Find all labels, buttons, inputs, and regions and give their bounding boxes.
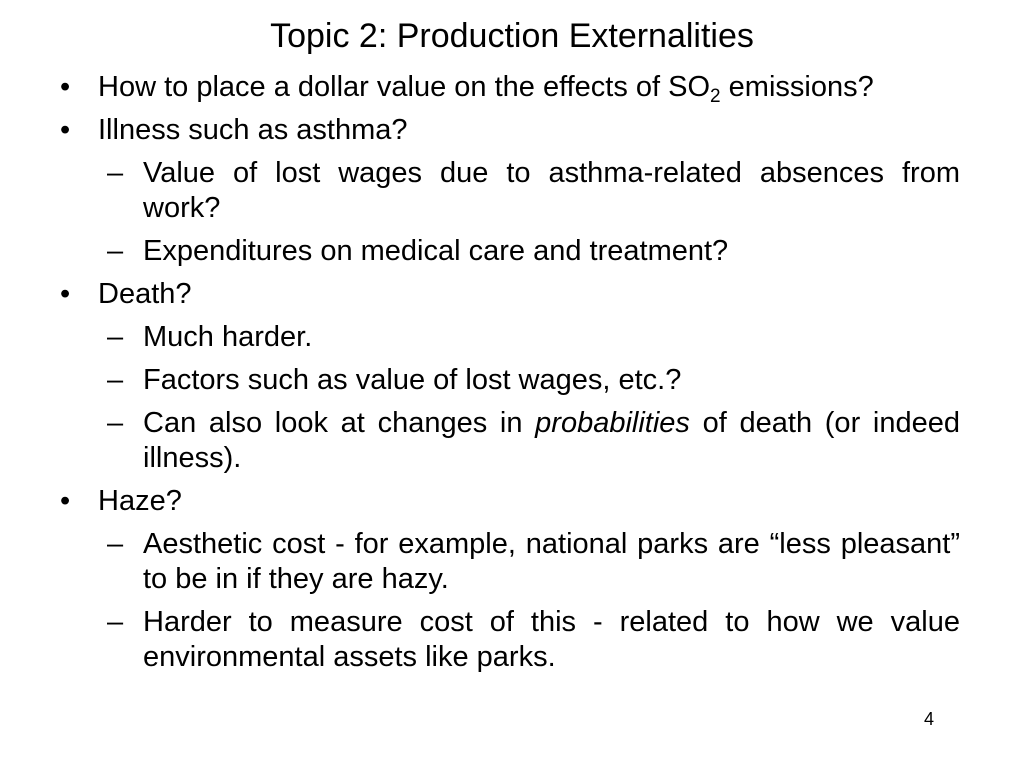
sub-item-text: Value of lost wages due to asthma-related absences from work? — [143, 157, 960, 224]
sub-item-text: Expenditures on medical care and treatment? — [143, 235, 729, 267]
sub-item-text: Harder to measure cost of this - related to how we value environmental assets like parks. — [143, 606, 960, 673]
sub-item-lost-wages — [107, 156, 960, 226]
sub-item-much-harder — [107, 320, 960, 355]
dash-marker: – — [107, 364, 124, 396]
dash-marker: – — [107, 528, 124, 560]
sub-item-text: Much harder. — [143, 321, 313, 353]
bullet-item-so2-value — [60, 70, 960, 105]
sub-item-probabilities — [107, 406, 960, 476]
bullet-text: Haze? — [98, 485, 182, 517]
bullet-text: Illness such as asthma? — [98, 114, 408, 146]
sub-item-text: Aesthetic cost - for example, national parks are “less pleasant” to be in if they are hazy. — [143, 528, 960, 595]
emphasis-text: probabilities — [535, 407, 690, 439]
dash-marker: – — [107, 157, 124, 189]
slide-title: Topic 2: Production Externalities — [270, 17, 754, 55]
sub-item-medical-expenditures — [107, 234, 960, 269]
slide-content — [60, 70, 960, 683]
sub-item-text: of death (or indeed illness). — [143, 407, 961, 474]
bullet-item-illness — [60, 113, 960, 148]
page-number: 4 — [924, 709, 935, 729]
sub-item-aesthetic-cost — [107, 527, 960, 597]
bullet-marker: • — [60, 485, 71, 517]
bullet-text: How to place a dollar value on the effects of SO — [98, 71, 711, 103]
bullet-text: emissions? — [720, 71, 874, 103]
sub-item-text: Factors such as value of lost wages, etc.? — [143, 364, 682, 396]
bullet-marker: • — [60, 71, 71, 103]
sub-item-text: Can also look at changes in — [143, 407, 536, 439]
bullet-text: Death? — [98, 278, 192, 310]
chemical-subscript: 2 — [710, 86, 721, 107]
dash-marker: – — [107, 321, 124, 353]
bullet-item-death — [60, 277, 960, 312]
dash-marker: – — [107, 235, 124, 267]
sub-item-factors — [107, 363, 960, 398]
sub-item-harder-to-measure — [107, 605, 960, 675]
bullet-marker: • — [60, 114, 71, 146]
bullet-marker: • — [60, 278, 71, 310]
dash-marker: – — [107, 606, 124, 638]
dash-marker: – — [107, 407, 124, 439]
bullet-item-haze — [60, 484, 960, 519]
